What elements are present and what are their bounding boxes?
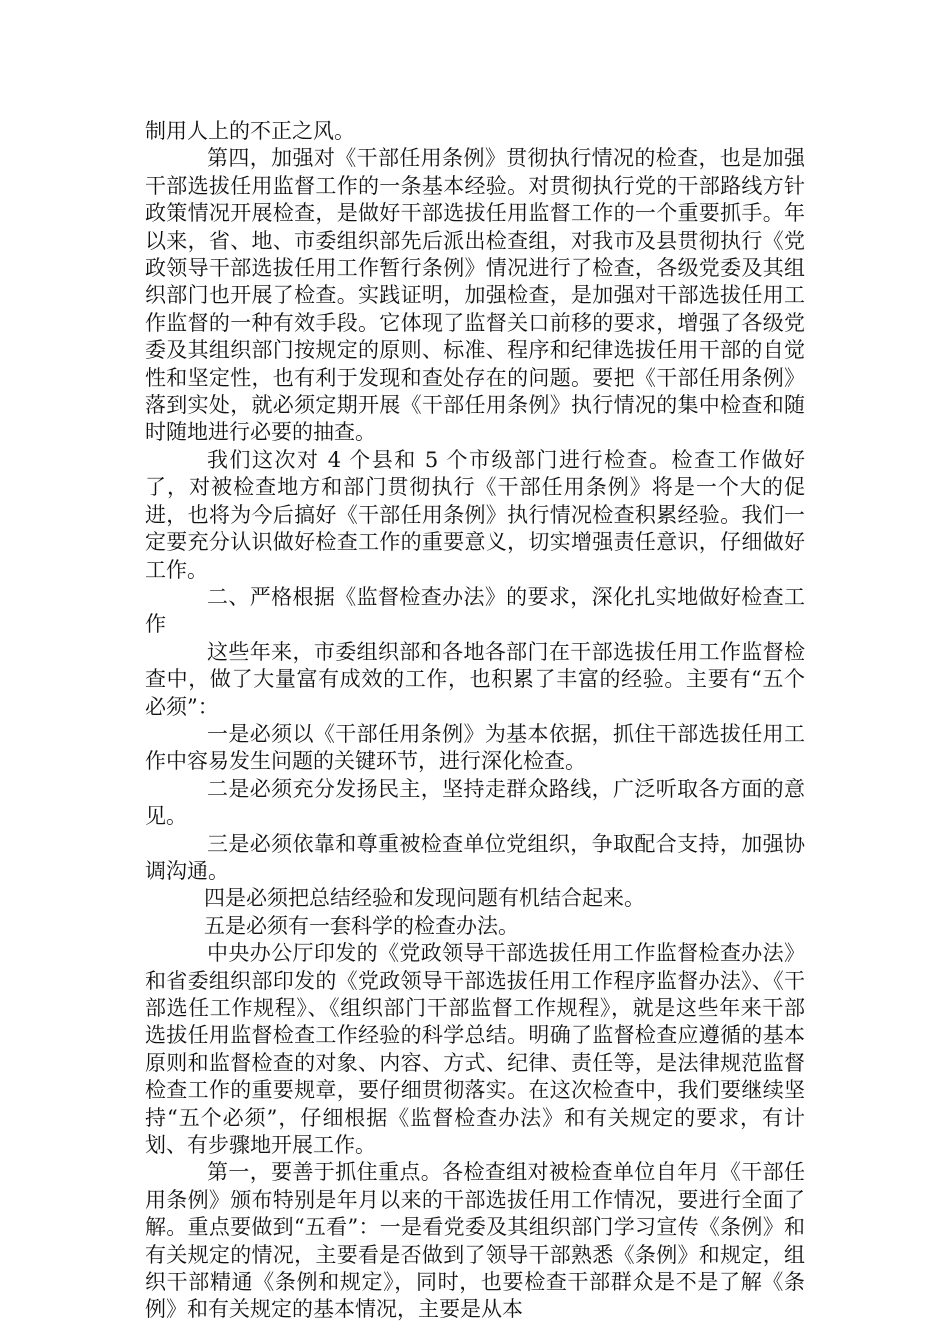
section-heading: 二、严格根据《监督检查办法》的要求，深化扎实地做好检查工作 (145, 584, 805, 637)
list-item-5: 五是必须有一套科学的检查办法。 (204, 913, 519, 938)
document-body (145, 118, 805, 1324)
paragraph-6: 第一，要善于抓住重点。各检查组对被检查单位自年月《干部任用条例》颁布特别是年月以来的干部选拔任用工作情况，要进行全面了解。重点要做到“五看”：一是看党委及其组织部门学习宣传《条例》和有关规定的情况，主要看是否做到了领导干部熟悉《条例》和规定，组织干部精通《条例和规定》，同时，也要检查干部群众是不是了解《条例》和有关规定的基本情况，主要是从本 (145, 1160, 805, 1322)
paragraph-4: 这些年来，市委组织部和各地各部门在干部选拔任用工作监督检查中，做了大量富有成效的工作，也积累了丰富的经验。主要有“五个必须”： (145, 639, 805, 719)
list-item-2: 二是必须充分发扬民主，坚持走群众路线，广泛听取各方面的意见。 (145, 776, 805, 829)
paragraph-1: 制用人上的不正之风。 (145, 119, 355, 143)
paragraph-2: 第四，加强对《干部任用条例》贯彻执行情况的检查，也是加强干部选拔任用监督工作的一条基本经验。对贯彻执行党的干部路线方针政策情况开展检查，是做好干部选拔任用监督工作的一个重要抓手。年以来，省、地、市委组织部先后派出检查组，对我市及县贯彻执行《党政领导干部选拔任用工作暂行条例》情况进行了检查，各级党委及其组织部门也开展了检查。实践证明，加强检查，是加强对干部选拔任用工作监督的一种有效手段。它体现了监督关口前移的要求，增强了各级党委及其组织部门按规定的原则、标准、程序和纪律选拔任用干部的自觉性和坚定性，也有利于发现和查处存在的问题。要把《干部任用条例》落到实处，就必须定期开展《干部任用条例》执行情况的集中检查和随时随地进行必要的抽查。 (145, 146, 805, 445)
paragraph-3: 我们这次对 4 个县和 5 个市级部门进行检查。检查工作做好了，对被检查地方和部门贯彻执行《干部任用条例》将是一个大的促进，也将为今后搞好《干部任用条例》执行情况检查积累经验。我们一定要充分认识做好检查工作的重要意义，切实增强责任意识，仔细做好工作。 (145, 447, 805, 582)
paragraph-5: 中央办公厅印发的《党政领导干部选拔任用工作监督检查办法》和省委组织部印发的《党政领导干部选拔任用工作程序监督办法》、《干部选任工作规程》、《组织部门干部监督工作规程》，就是这些年来干部选拔任用监督检查工作经验的科学总结。明确了监督检查应遵循的基本原则和监督检查的对象、内容、方式、纪律、责任等，是法律规范监督检查工作的重要规章，要仔细贯彻落实。在这次检查中，我们要继续坚持“五个必须”，仔细根据《监督检查办法》和有关规定的要求，有计划、有步骤地开展工作。 (145, 941, 805, 1158)
list-item-1: 一是必须以《干部任用条例》为基本依据，抓住干部选拔任用工作中容易发生问题的关键环节，进行深化检查。 (145, 721, 805, 774)
list-item-4: 四是必须把总结经验和发现问题有机结合起来。 (204, 886, 645, 911)
list-item-3: 三是必须依靠和尊重被检查单位党组织，争取配合支持，加强协调沟通。 (145, 831, 805, 883)
